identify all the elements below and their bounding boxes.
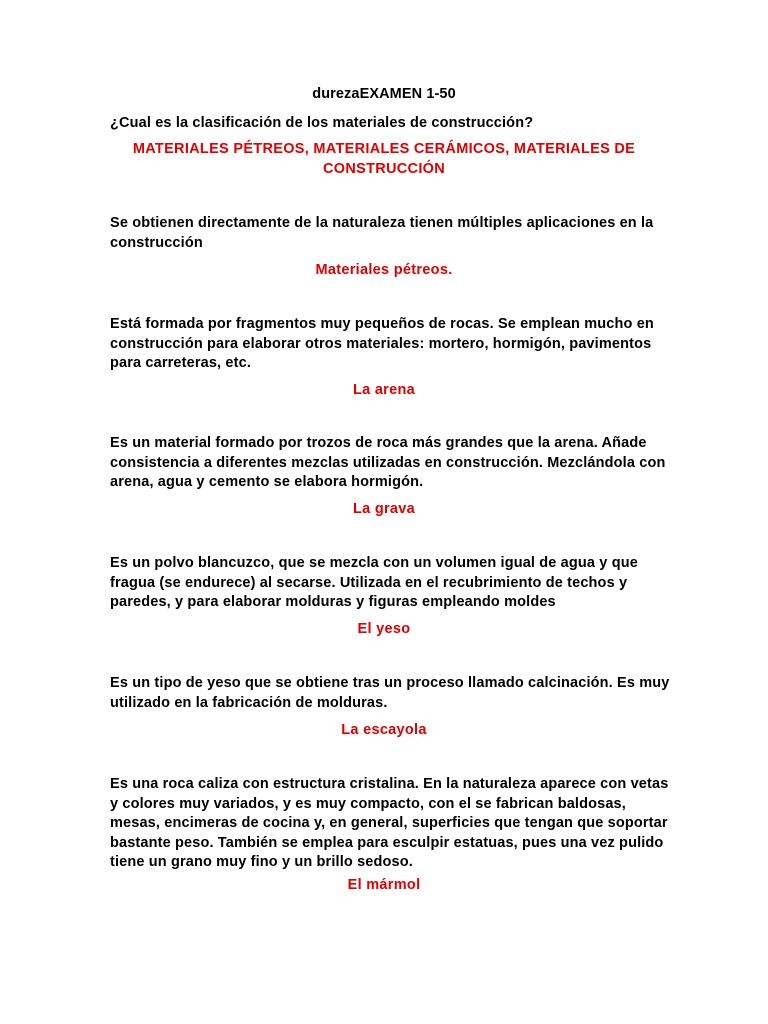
- question-7: Es una roca caliza con estructura cristalina. En la naturaleza aparece con vetas y colores muy variados, y es muy compacto, con el se fabrican baldosas, mesas, encimeras de cocina y, en general, superficies que tengan que soportar bastante peso. También se emplea para esculpir estatuas, pues una vez pulido tiene un grano muy fino y un brillo sedoso.: [110, 776, 669, 870]
- document-title: durezaEXAMEN 1-50: [312, 86, 456, 102]
- question-3: Está formada por fragmentos muy pequeños de rocas. Se emplean mucho en construcción para elaborar otros materiales: mortero, hormigón, pavimentos para carreteras, etc.: [110, 316, 654, 371]
- answer-6: La escayola: [341, 722, 427, 738]
- question-6: Es un tipo de yeso que se obtiene tras un proceso llamado calcinación. Es muy utilizado en la fabricación de molduras.: [110, 675, 670, 711]
- answer-4: La grava: [352, 501, 416, 517]
- question-4: Es un material formado por trozos de roca más grandes que la arena. Añade consistencia a diferentes mezclas utilizadas en construcción. Mezclándola con arena, agua y cemento se elabora hormigón.: [110, 435, 666, 490]
- question-1: ¿Cual es la clasificación de los materiales de construcción?: [110, 115, 534, 131]
- answer-1: MATERIALES PÉTREOS, MATERIALES CERÁMICOS, MATERIALES DE CONSTRUCCIÓN: [132, 141, 636, 177]
- answer-7: El mármol: [347, 877, 421, 893]
- answer-5: El yeso: [357, 621, 411, 637]
- answer-3: La arena: [352, 382, 416, 398]
- question-5: Es un polvo blancuzco, que se mezcla con un volumen igual de agua y que fragua (se endurece) al secarse. Utilizada en el recubrimiento de techos y paredes, y para elaborar molduras y figuras empleando moldes: [110, 555, 638, 610]
- answer-2: Materiales pétreos.: [315, 262, 453, 278]
- question-2: Se obtienen directamente de la naturaleza tienen múltiples aplicaciones en la construcción: [110, 215, 654, 251]
